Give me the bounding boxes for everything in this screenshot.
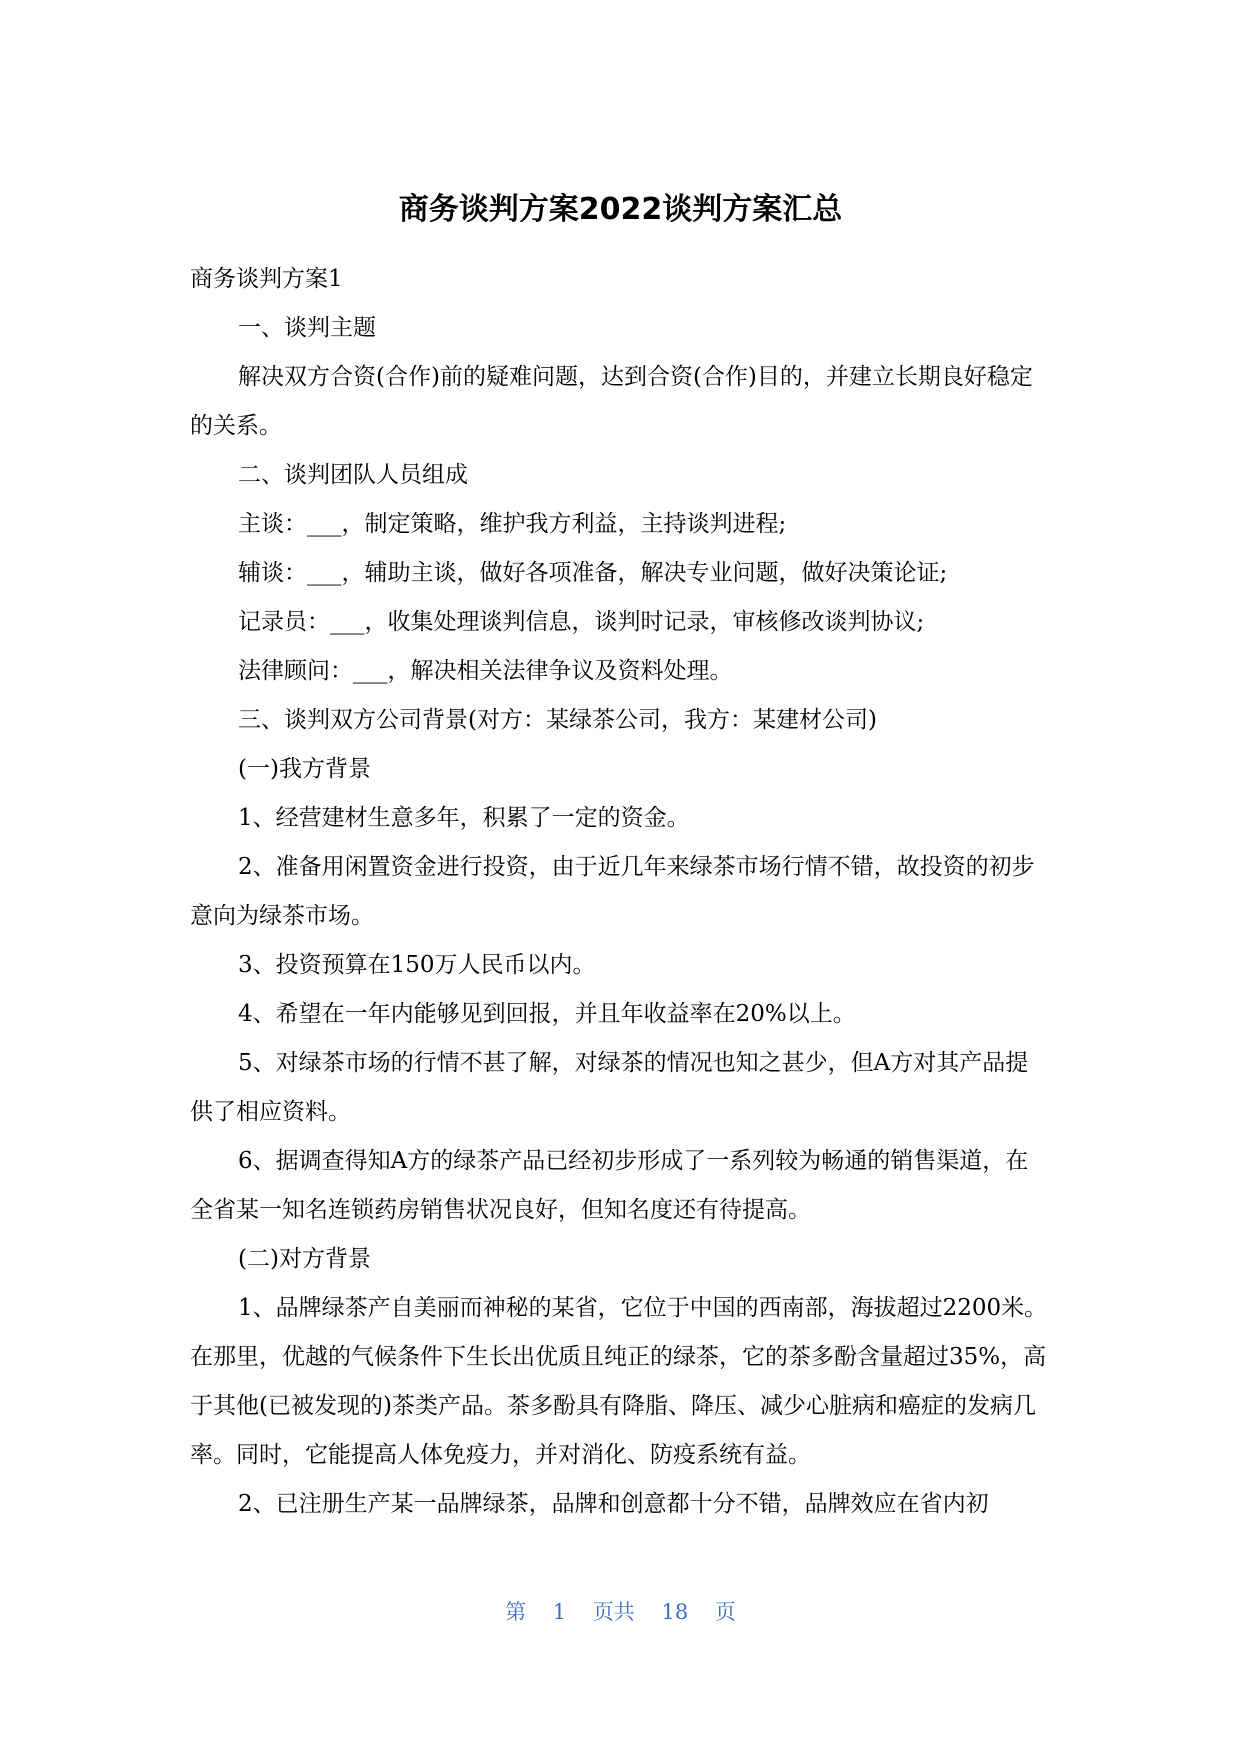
paragraph: 1、经营建材生意多年，积累了一定的资金。 [238,805,690,831]
paragraph: 解决双方合资(合作)前的疑难问题，达到合资(合作)目的，并建立长期良好稳定的关系。 [190,364,1033,439]
document-body [190,255,1050,1529]
page-footer [0,1598,1241,1626]
paragraph: 1、品牌绿茶产自美丽而神秘的某省，它位于中国的西南部，海拔超过2200米。在那里，优越的气候条件下生长出优质且纯正的绿茶，它的茶多酚含量超过35%，高于其他(已被发现的)茶类产品。茶多酚具有降脂、降压、减少心脏病和癌症的发病几率。同时，它能提高人体免疫力，并对消化、防疫系统有益。 [190,1295,1048,1468]
paragraph: 二、谈判团队人员组成 [238,462,468,488]
document-title: 商务谈判方案2022谈判方案汇总 [398,192,843,227]
paragraph: 4、希望在一年内能够见到回报，并且年收益率在20%以上。 [238,1001,856,1027]
footer-total-pages: 18 [661,1600,689,1624]
paragraph: 主谈：___，制定策略，维护我方利益，主持谈判进程; [238,511,787,537]
paragraph: 2、准备用闲置资金进行投资，由于近几年来绿茶市场行情不错，故投资的初步意向为绿茶市场。 [190,854,1035,929]
footer-end-label: 页 [714,1600,736,1624]
paragraph: 6、据调查得知A方的绿茶产品已经初步形成了一系列较为畅通的销售渠道，在全省某一知名连锁药房销售状况良好，但知名度还有待提高。 [190,1148,1029,1223]
paragraph: 法律顾问：___，解决相关法律争议及资料处理。 [238,658,733,684]
paragraph: 2、已注册生产某一品牌绿茶，品牌和创意都十分不错，品牌效应在省内初 [238,1491,989,1517]
paragraph: 记录员：___，收集处理谈判信息，谈判时记录，审核修改谈判协议; [238,609,925,635]
footer-current-page: 1 [552,1600,567,1624]
paragraph: 一、谈判主题 [238,315,376,341]
paragraph: (二)对方背景 [238,1246,371,1272]
paragraph: 商务谈判方案1 [190,266,343,292]
paragraph: 三、谈判双方公司背景(对方：某绿茶公司，我方：某建材公司) [238,707,877,733]
footer-of-label: 页共 [592,1600,635,1624]
paragraph: 3、投资预算在150万人民币以内。 [238,952,596,978]
paragraph: (一)我方背景 [238,756,371,782]
footer-page-label: 第 [505,1600,527,1624]
paragraph: 5、对绿茶市场的行情不甚了解，对绿茶的情况也知之甚少，但A方对其产品提供了相应资料。 [190,1050,1029,1125]
paragraph: 辅谈：___，辅助主谈，做好各项准备，解决专业问题，做好决策论证; [238,560,948,586]
